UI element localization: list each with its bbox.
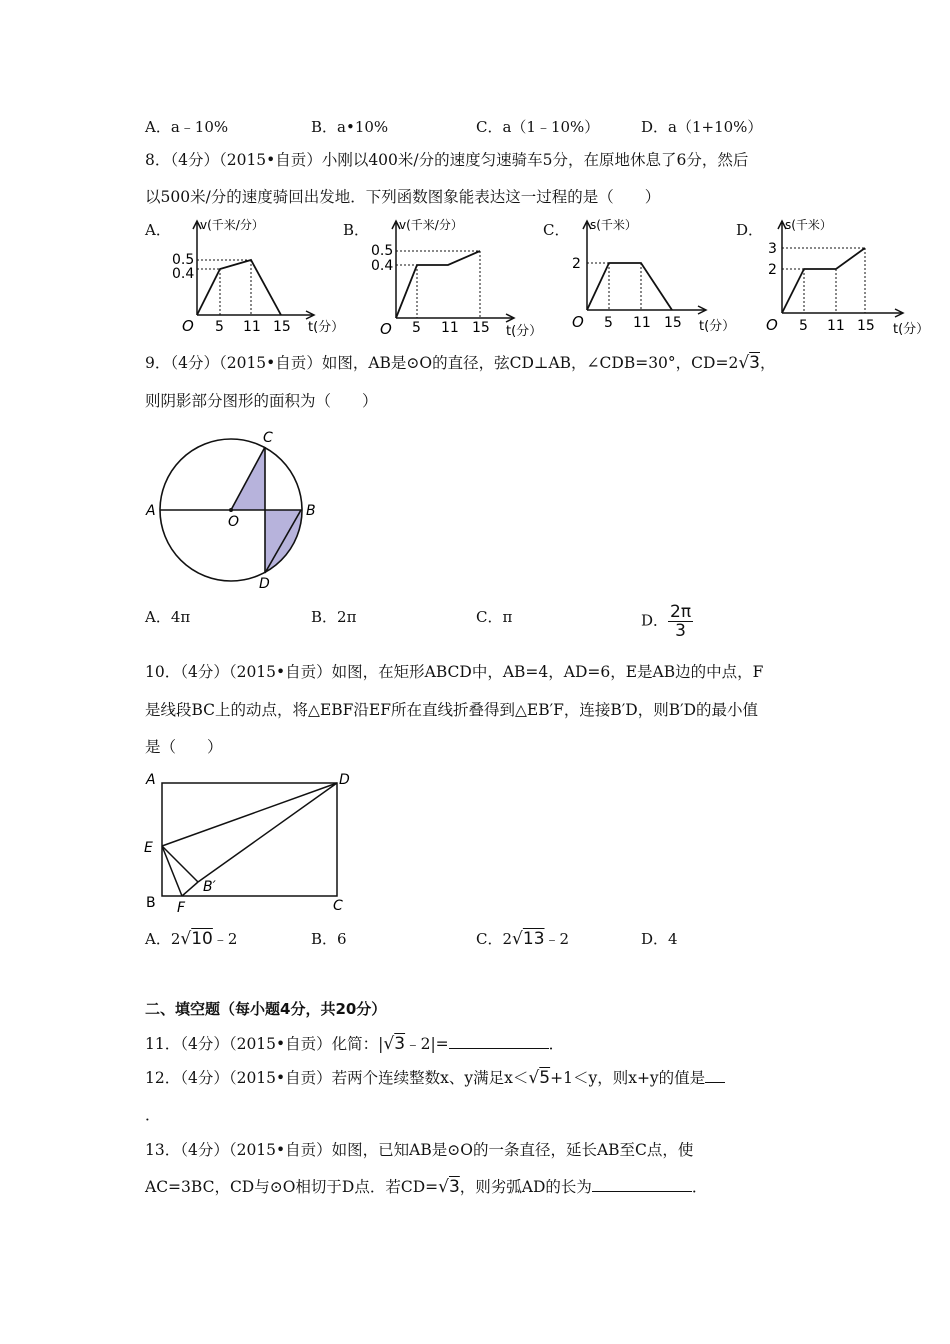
label-c: C — [333, 898, 343, 914]
origin-label: O — [380, 320, 392, 338]
origin-label: O — [182, 317, 194, 335]
option-text-end: ﹣2 — [544, 930, 570, 948]
q9-option-d-label: D． — [641, 611, 669, 630]
q10-line2: 是线段BC上的动点，将△EBF沿EF所在直线折叠得到△EB′F，连接B′D，则B′D的最小值 — [145, 701, 759, 719]
origin-label: O — [766, 316, 778, 334]
x-tick-1: 5 — [604, 315, 613, 331]
q8-line1: 8．（4分）（2015•自贡）小刚以400米/分的速度匀速骑车5分，在原地休息了6分，然后 — [145, 151, 749, 169]
q13-line1: 13．（4分）（2015•自贡）如图，已知AB是⊙O的一条直径，延长AB至C点，使 — [145, 1141, 694, 1159]
q10-line1: 10．（4分）（2015•自贡）如图，在矩形ABCD中，AB=4，AD=6，E是AB边的中点，F — [145, 663, 764, 681]
q10-line3: 是（ ） — [145, 738, 223, 756]
q13-text: AC=3BC，CD与⊙O相切于D点．若CD= — [145, 1178, 439, 1196]
segment-eb-prime — [162, 846, 198, 882]
option-radicand: 10 — [191, 929, 213, 949]
q11-line: 11．（4分）（2015•自贡）化简：|√3﹣2|= ． — [145, 1034, 565, 1054]
q10-option-b: B．6 — [311, 930, 347, 948]
q7-option-b: B．a•10% — [311, 118, 389, 136]
q9-option-d — [641, 603, 693, 640]
segment-ed — [162, 783, 337, 846]
q13-radicand: 3 — [448, 1177, 460, 1197]
q13-line2: AC=3BC，CD与⊙O相切于D点．若CD=√3，则劣弧AD的长为 ． — [145, 1177, 708, 1197]
x-axis-label: t(分） — [893, 322, 930, 337]
q12-text: 12．（4分）（2015•自贡）若两个连续整数x、y满足x＜ — [145, 1069, 529, 1087]
q9-text: 9．（4分）（2015•自贡）如图，AB是⊙O的直径，弦CD⊥AB，∠CDB=30°，CD=2 — [145, 354, 739, 372]
label-f: F — [177, 900, 186, 916]
x-axis-label: t(分） — [506, 324, 543, 339]
rectangle-abcd — [162, 783, 337, 896]
segment-ef — [162, 846, 182, 896]
q7-option-c: C．a（1﹣10%） — [476, 118, 600, 136]
q8-graph-b — [365, 215, 550, 340]
q7-option-a: A．a﹣10% — [145, 118, 229, 136]
q12-answer-blank[interactable] — [705, 1068, 725, 1083]
q9-option-c: C．π — [476, 608, 513, 626]
x-tick-2: 11 — [633, 315, 651, 331]
x-tick-2: 11 — [243, 319, 261, 335]
q8-graph-c — [565, 215, 745, 340]
graph-line — [396, 251, 480, 318]
fraction-numerator: 2π — [670, 602, 692, 622]
label-b-prime: B′ — [203, 879, 216, 895]
q9-option-b: B．2π — [311, 608, 357, 626]
segment-b-prime-d — [198, 783, 337, 882]
q11-text: 11．（4分）（2015•自贡）化简：| — [145, 1035, 384, 1053]
q13-text-end: ． — [691, 1178, 708, 1196]
q13-answer-blank[interactable] — [592, 1177, 692, 1192]
label-a: A — [146, 772, 156, 788]
fraction-denominator: 3 — [675, 621, 686, 641]
x-tick-1: 5 — [412, 320, 421, 336]
q8-label-a: A． — [145, 221, 171, 239]
label-a: A — [146, 503, 156, 519]
x-tick-3: 15 — [664, 315, 682, 331]
q11-answer-blank[interactable] — [449, 1034, 549, 1049]
y-tick-1: 2 — [572, 256, 581, 272]
option-text: A．2 — [145, 930, 181, 948]
q9-line1: 9．（4分）（2015•自贡）如图，AB是⊙O的直径，弦CD⊥AB，∠CDB=30°，CD=2√3， — [145, 353, 776, 373]
x-tick-3: 15 — [273, 319, 291, 335]
q8-label-b: B． — [343, 221, 370, 239]
x-tick-2: 11 — [441, 320, 459, 336]
x-tick-3: 15 — [857, 318, 875, 334]
q9-option-d-fraction — [668, 603, 693, 640]
x-axis-label: t(分） — [699, 319, 736, 334]
q10-option-d: D．4 — [641, 930, 678, 948]
label-b: B — [146, 895, 156, 911]
q10-figure — [140, 765, 355, 920]
graph-line — [587, 263, 672, 310]
y-tick-2: 0.4 — [371, 258, 394, 274]
y-axis-label: v(千米/分） — [399, 218, 463, 232]
label-d: D — [259, 576, 270, 592]
q12-line2: ． — [145, 1106, 161, 1124]
label-d: D — [339, 772, 350, 788]
q8-label-c: C． — [543, 221, 570, 239]
label-c: C — [263, 430, 273, 446]
x-tick-1: 5 — [215, 319, 224, 335]
segment-fb-prime — [182, 882, 198, 896]
graph-line — [782, 248, 865, 313]
label-b: B — [306, 503, 316, 519]
q11-text-end: ． — [548, 1035, 565, 1053]
q10-option-c: C．2√13﹣2 — [476, 929, 570, 949]
q9-text-end: ， — [759, 354, 776, 372]
origin-label: O — [572, 313, 584, 331]
y-axis-label: v(千米/分） — [200, 218, 264, 232]
x-tick-2: 11 — [827, 318, 845, 334]
q8-line2: 以500米/分的速度骑回出发地．下列函数图象能表达这一过程的是（ ） — [145, 188, 661, 206]
q10-option-a: A．2√10﹣2 — [145, 929, 238, 949]
y-axis-label: s(千米） — [785, 218, 832, 232]
q9-line2: 则阴影部分图形的面积为（ ） — [145, 392, 378, 410]
q9-option-a: A．4π — [145, 608, 191, 626]
y-tick-2: 0.4 — [172, 266, 195, 282]
q8-graph-a — [168, 215, 348, 340]
section-2-title: 二、填空题（每小题4分，共20分） — [145, 1000, 387, 1018]
q11-radicand: 3 — [394, 1034, 406, 1054]
q7-option-d: D．a（1+10%） — [641, 118, 763, 136]
graph-line — [197, 260, 281, 315]
label-o: O — [228, 514, 240, 530]
y-axis-label: s(千米） — [590, 218, 637, 232]
y-tick-1: 3 — [768, 241, 777, 257]
q9-figure — [140, 425, 330, 595]
q12-text-end: +1＜y，则x+y的值是 — [550, 1069, 706, 1087]
q8-graph-d — [760, 215, 940, 340]
option-text-end: ﹣2 — [212, 930, 238, 948]
q9-radicand: 3 — [749, 353, 760, 373]
option-text: C．2 — [476, 930, 513, 948]
x-axis-label: t(分） — [308, 320, 345, 335]
q13-text-mid: ，则劣弧AD的长为 — [459, 1178, 592, 1196]
option-radicand: 13 — [522, 929, 545, 949]
label-e: E — [144, 840, 153, 856]
y-tick-1: 0.5 — [371, 243, 394, 259]
y-tick-2: 2 — [768, 262, 777, 278]
y-tick-1: 0.5 — [172, 252, 195, 268]
x-tick-1: 5 — [799, 318, 808, 334]
q8-label-d: D． — [736, 221, 764, 239]
q12-line1: 12．（4分）（2015•自贡）若两个连续整数x、y满足x＜√5+1＜y，则x+y的值是 — [145, 1068, 725, 1088]
x-tick-3: 15 — [472, 320, 490, 336]
q12-radicand: 5 — [539, 1068, 551, 1088]
q11-text-mid: ﹣2|= — [405, 1035, 449, 1053]
